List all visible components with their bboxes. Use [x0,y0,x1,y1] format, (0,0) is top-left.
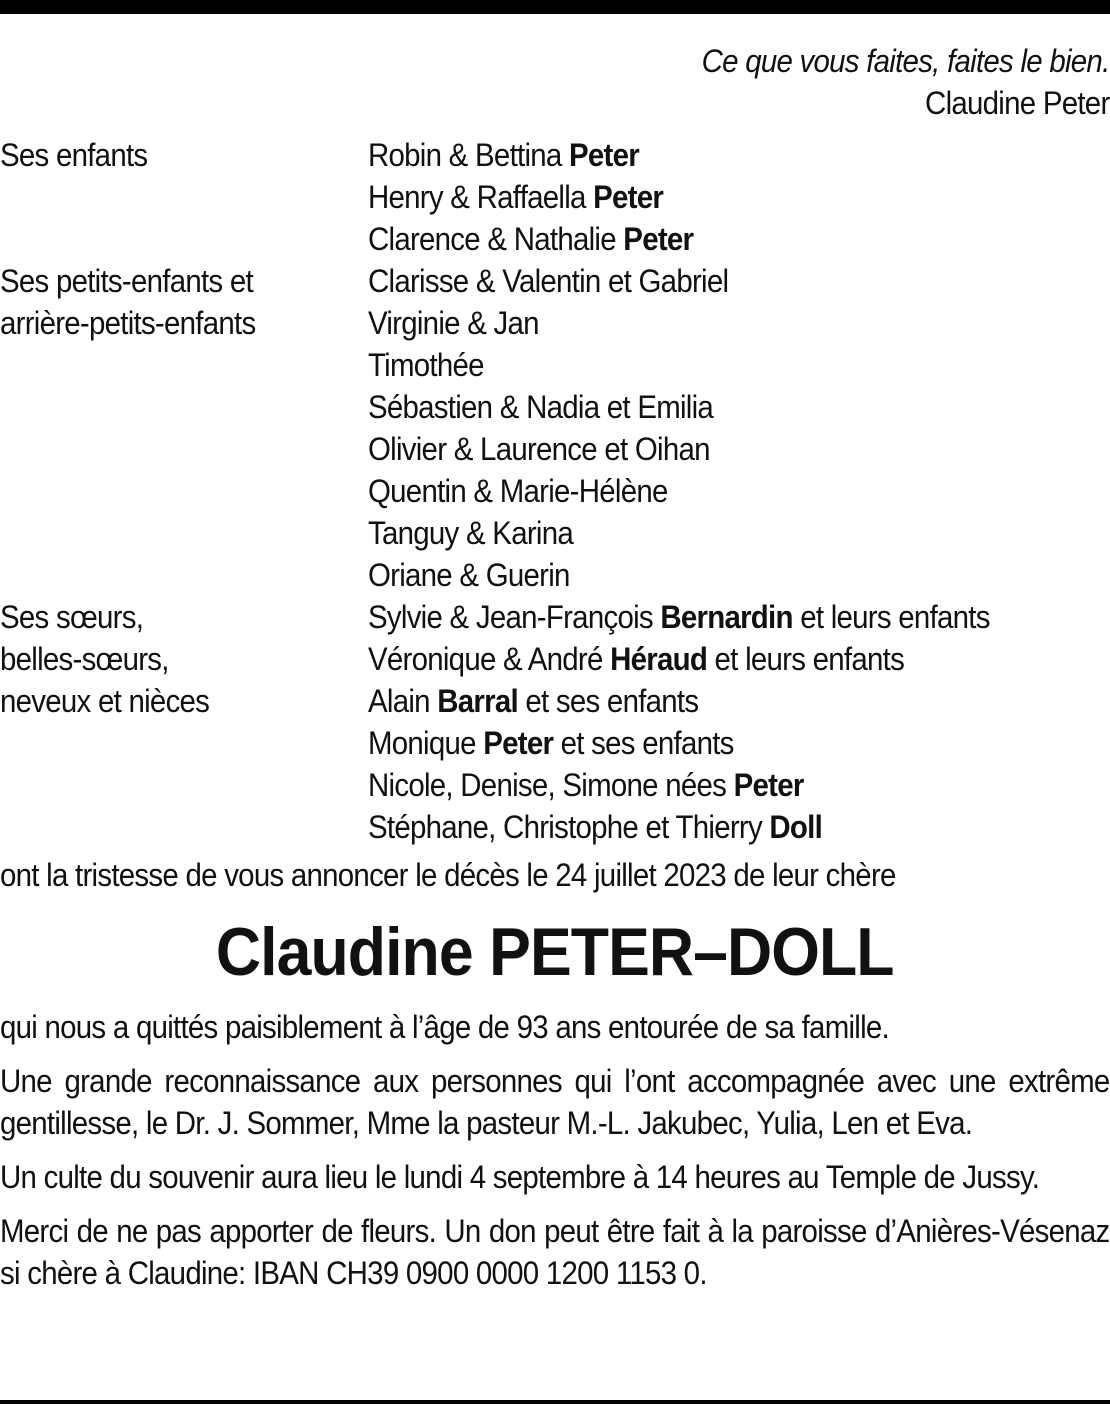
family-name-text: et ses enfants [517,683,699,719]
paragraph-service: Un culte du souvenir aura lieu le lundi 4 septembre à 14 heures au Temple de Jussy. [0,1159,1040,1195]
obituary-notice [0,40,1110,1306]
family-name-line [368,470,1110,512]
family-name-text: Virginie & Jan [368,305,539,341]
family-name-line [368,428,1110,470]
family-name-line [368,596,1110,638]
family-name-line [368,260,1110,302]
family-surname: Doll [769,809,823,845]
family-group-label-line: Ses sœurs, [0,599,144,635]
bottom-rule [0,1400,1110,1404]
family-group-label-line: Ses enfants [0,137,148,173]
family-name-text: Oriane & Guerin [368,557,570,593]
family-name-line [368,344,1110,386]
epigraph [0,40,1110,124]
family-name-text: Nicole, Denise, Simone nées [368,767,734,803]
paragraph-donation: Merci de ne pas apporter de fleurs. Un don peut être fait à la paroisse d’Anières-Vésenaz si chère à Claudine: IBAN CH39 0900 0000 1200 1153 0. [0,1213,1110,1291]
family-surname: Peter [568,137,639,173]
family-group [0,596,1110,848]
deceased-name: Claudine PETER–DOLL [215,914,894,990]
family-name-text: et leurs enfants [707,641,905,677]
family-surname: Peter [733,767,804,803]
family-name-text: Monique [368,725,484,761]
family-name-text: Olivier & Laurence et Oihan [368,431,710,467]
family-name-text: et leurs enfants [792,599,990,635]
family-name-text: Sébastien & Nadia et Emilia [368,389,714,425]
family-name-text: Tanguy & Karina [368,515,574,551]
family-name-text: Alain [368,683,438,719]
family-name-text: et ses enfants [553,725,734,761]
family-name-line [368,554,1110,596]
family-name-text: Henry & Raffaella [368,179,594,215]
family-group-label-line: belles-sœurs, [0,641,169,677]
epigraph-author: Claudine Peter [925,85,1110,121]
family-group-label [0,134,368,260]
family-surname: Peter [593,179,664,215]
family-name-text: Robin & Bettina [368,137,569,173]
family-name-line [368,512,1110,554]
family-group-label [0,260,368,596]
family-name-line [368,218,1110,260]
family-group-label-line: arrière-petits-enfants [0,305,256,341]
family-name-text: Quentin & Marie-Hélène [368,473,668,509]
family-group-label-line: neveux et nièces [0,683,210,719]
family-name-text: Véronique & André [368,641,611,677]
family-name-text: Timothée [368,347,484,383]
family-names [368,596,1110,848]
family-names [368,260,1110,596]
family-surname: Peter [483,725,554,761]
family-name-line [368,386,1110,428]
paragraph-passing: qui nous a quittés paisiblement à l’âge de 93 ans entourée de sa famille. [0,1009,889,1045]
family-name-text: Stéphane, Christophe et Thierry [368,809,770,845]
family-names [368,134,1110,260]
family-name-line [368,176,1110,218]
family-name-line [368,302,1110,344]
family-name-text: Sylvie & Jean-François [368,599,661,635]
family-name-line [368,764,1110,806]
family-group-label-line: Ses petits-enfants et [0,263,253,299]
family-name-line [368,722,1110,764]
family-name-line [368,638,1110,680]
top-rule [0,0,1110,14]
family-list [0,134,1110,848]
family-surname: Barral [437,683,518,719]
family-group-label [0,596,368,848]
family-surname: Peter [623,221,694,257]
family-name-text: Clarisse & Valentin et Gabriel [368,263,729,299]
family-name-line [368,680,1110,722]
family-group [0,134,1110,260]
family-name-text: Clarence & Nathalie [368,221,624,257]
family-name-line [368,134,1110,176]
paragraph-gratitude: Une grande reconnaissance aux personnes qui l’ont accompagnée avec une extrême gentillesse, le Dr. J. Sommer, Mme la pasteur M.-L. Jakubec, Yulia, Len et Eva. [0,1063,1110,1141]
family-surname: Bernardin [660,599,793,635]
family-group [0,260,1110,596]
epigraph-text: Ce que vous faites, faites le bien. [701,43,1110,79]
announcement-text: ont la tristesse de vous annoncer le décès le 24 juillet 2023 de leur chère [0,857,896,893]
family-name-line [368,806,1110,848]
family-surname: Héraud [610,641,708,677]
